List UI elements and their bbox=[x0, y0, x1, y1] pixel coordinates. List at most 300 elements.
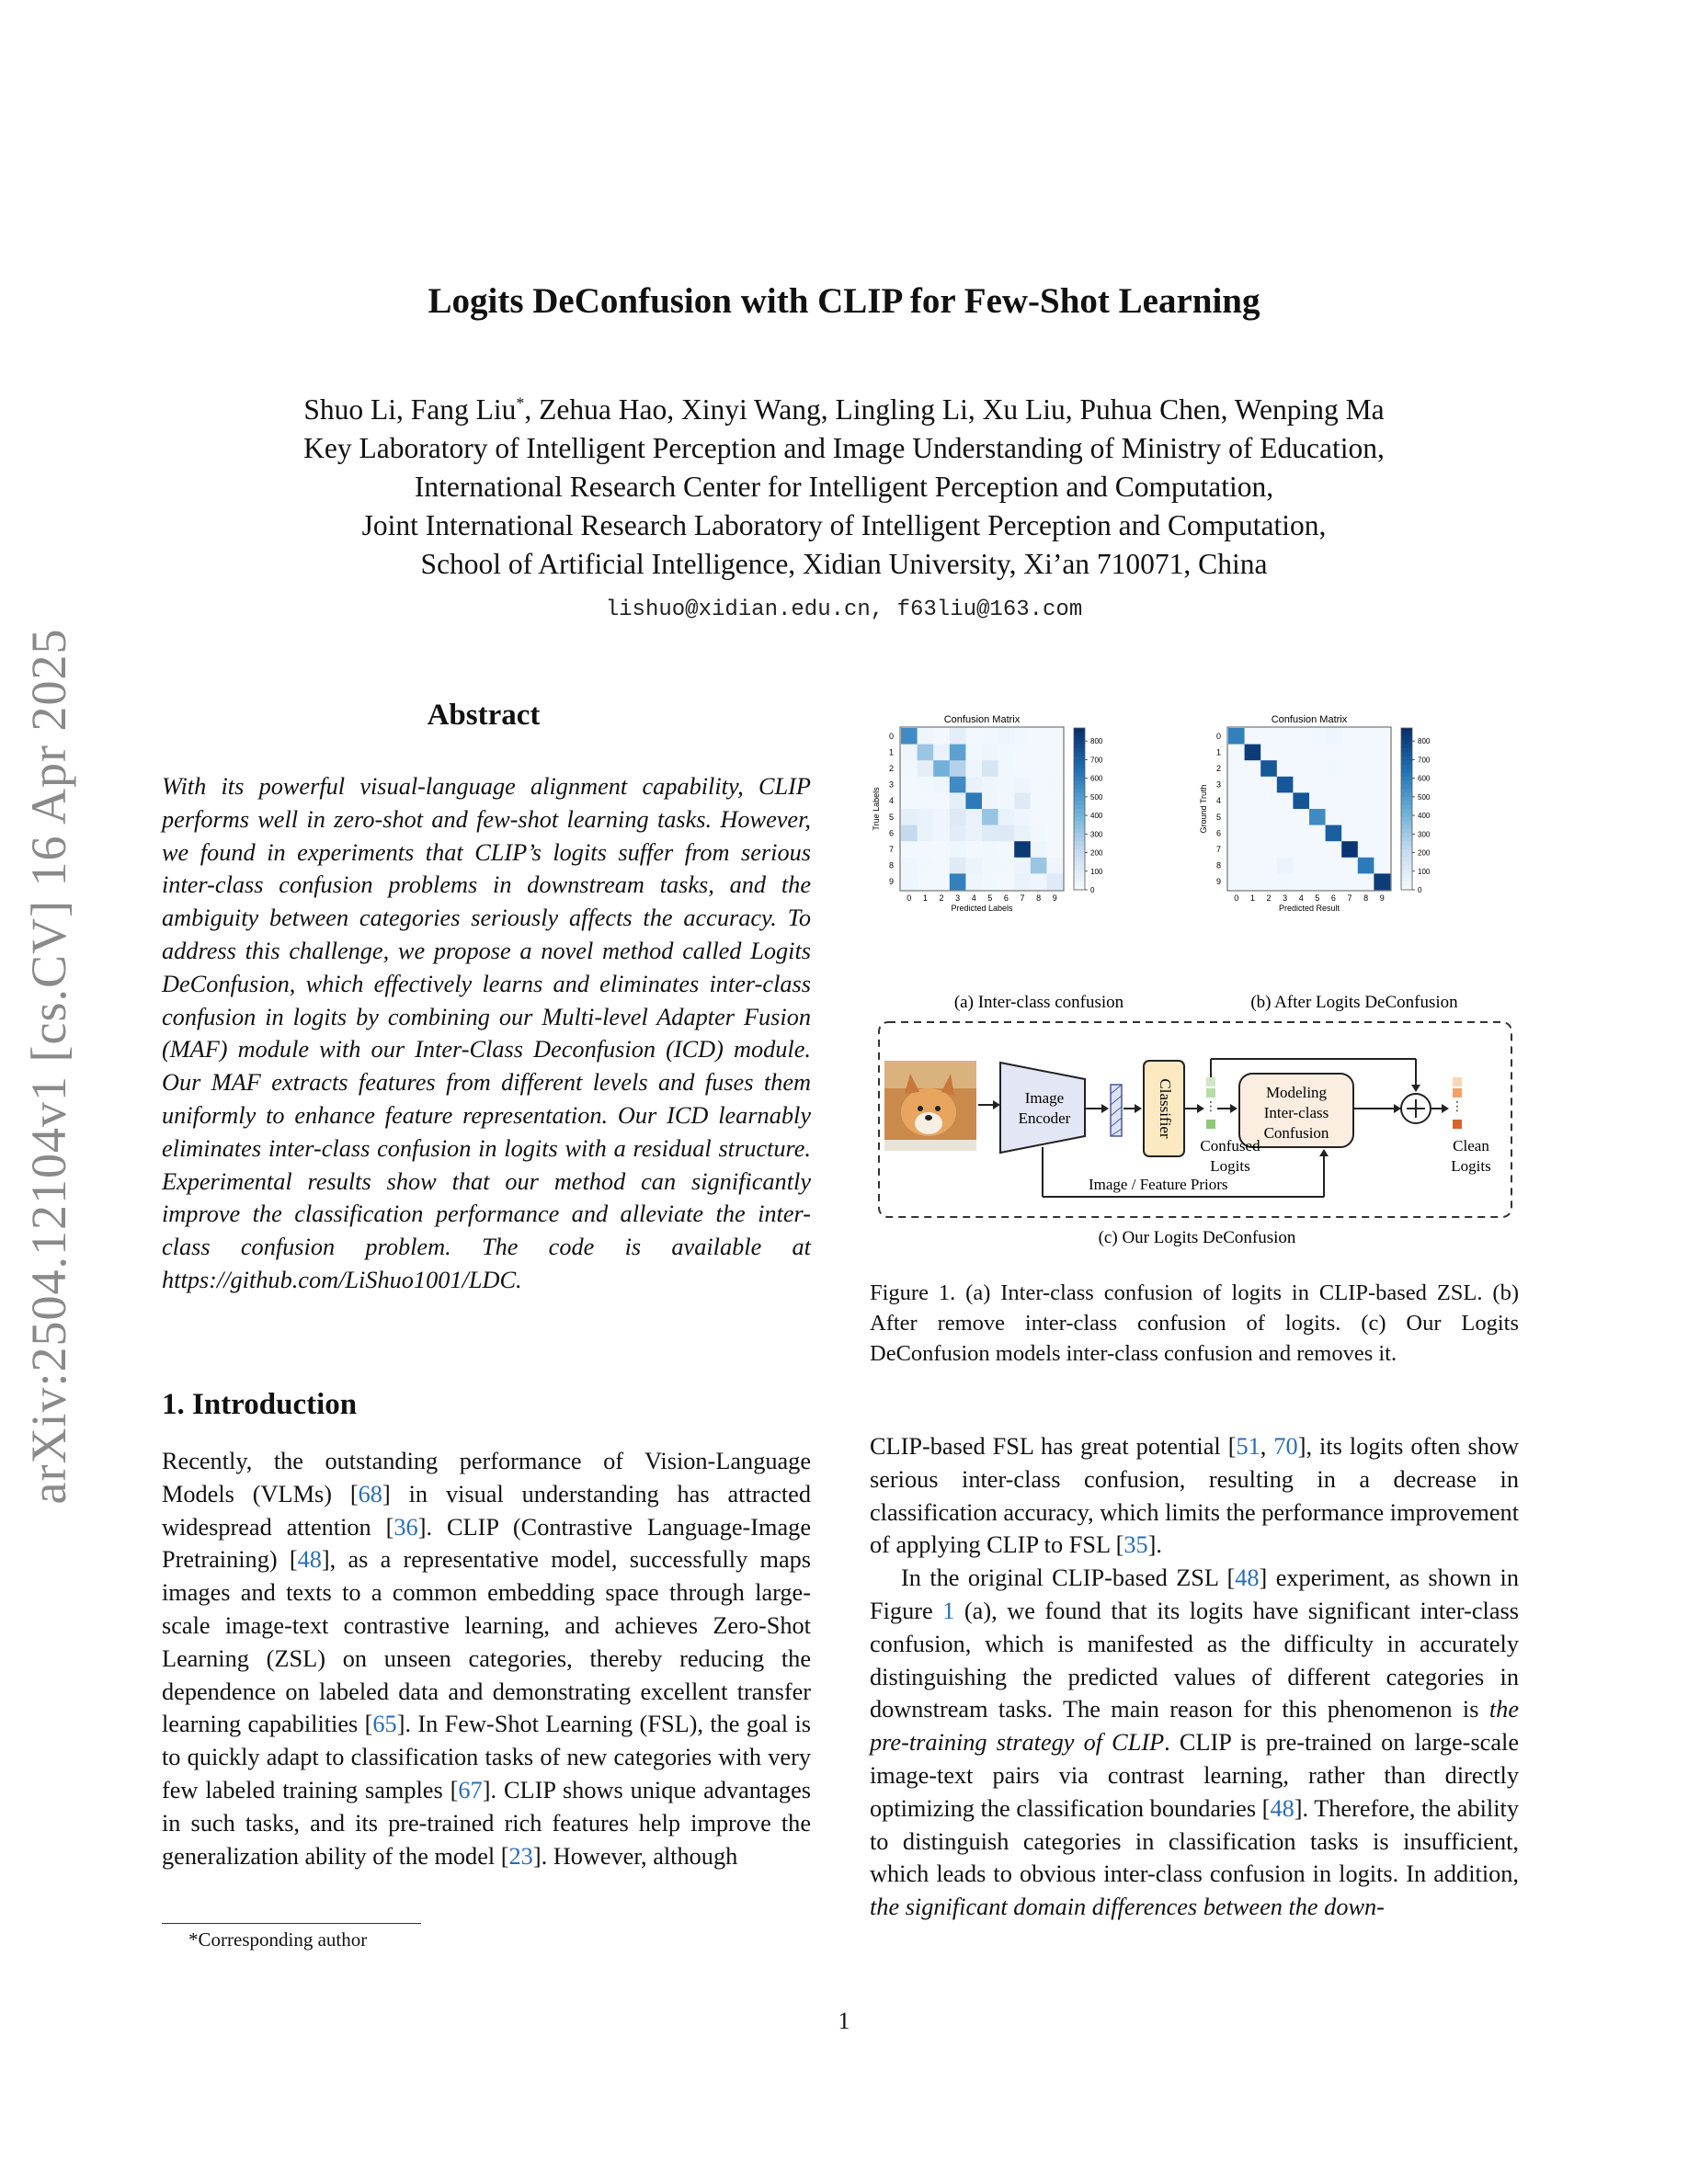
x-tick-label: 4 bbox=[971, 893, 976, 903]
citation-link[interactable]: 67 bbox=[458, 1776, 483, 1803]
colorbar-segment bbox=[1074, 817, 1085, 822]
heatmap-cell bbox=[1277, 809, 1294, 825]
heatmap-cell bbox=[918, 825, 934, 842]
heatmap-cell bbox=[1260, 873, 1277, 890]
input-dog-image bbox=[884, 1061, 976, 1151]
citation-link[interactable]: 65 bbox=[372, 1711, 397, 1738]
colorbar-segment bbox=[1401, 740, 1412, 745]
y-tick-label: 7 bbox=[1215, 845, 1221, 854]
colorbar-tick-label: 500 bbox=[1418, 792, 1431, 802]
y-tick-label: 3 bbox=[888, 779, 894, 790]
heatmap-cell bbox=[1245, 809, 1261, 825]
heatmap-cell bbox=[1293, 777, 1309, 793]
colorbar-tick-label: 300 bbox=[1418, 830, 1431, 839]
y-tick-label: 2 bbox=[888, 764, 894, 773]
heatmap-cell bbox=[1293, 825, 1309, 842]
heatmap-cell bbox=[1228, 792, 1245, 809]
colorbar-segment bbox=[1401, 853, 1412, 858]
colorbar-segment bbox=[1401, 841, 1412, 846]
colorbar-segment bbox=[1401, 780, 1412, 785]
colorbar-tick-label: 0 bbox=[1418, 886, 1422, 894]
heatmap-cell bbox=[1228, 777, 1245, 793]
heatmap-cell bbox=[1046, 873, 1063, 890]
colorbar-segment bbox=[1401, 882, 1412, 886]
heatmap-cell bbox=[1277, 728, 1294, 745]
heatmap-cell bbox=[1031, 809, 1047, 825]
heatmap-cell bbox=[901, 825, 918, 842]
author-email: lishuo@xidian.edu.cn, f63liu@163.com bbox=[605, 597, 1083, 622]
heatmap-cell bbox=[1374, 792, 1390, 809]
x-tick-label: 5 bbox=[1315, 893, 1320, 903]
colorbar-segment bbox=[1401, 785, 1412, 790]
abstract-text: With its powerful visual-language alignment capability, CLIP performs well in zero-shot and few-shot learning tasks. However, we found in experiments that CLIP’s logits suffer from serious inter-class confusion problems in downstream tasks, and the ambiguity between categories seriously affects the accuracy. To address this challenge, we propose a novel method called Logits DeConfusion, which effectively learns and eliminates inter-class confusion in logits by combining our Multi-level Adapter Fusion (MAF) module with our Inter-Class Deconfusion (ICD) module. Our MAF extracts features from different levels and fuses them uniformly to enhance feature representation. Our ICD learnably eliminates inter-class confusion in logits with a residual structure. Experimental results show that our method can significantly improve the classification performance and alleviate the inter-class confusion problem. The code is available at https://github.com/LiShuo1001/LDC. bbox=[162, 773, 811, 1293]
colorbar-segment bbox=[1401, 732, 1412, 736]
colorbar-segment bbox=[1401, 801, 1412, 805]
heatmap-cell bbox=[965, 760, 982, 777]
heatmap-cell bbox=[1014, 792, 1031, 809]
heatmap-cell bbox=[1309, 873, 1326, 890]
modeling-label: Inter-class bbox=[1263, 1104, 1329, 1121]
heatmap-cell bbox=[1326, 745, 1342, 761]
heatmap-cell bbox=[1260, 841, 1277, 858]
heatmap-cell bbox=[1228, 745, 1245, 761]
y-tick-label: 9 bbox=[888, 877, 894, 887]
heatmap-cell bbox=[1245, 792, 1261, 809]
heatmap-cell bbox=[1309, 825, 1326, 842]
colorbar-segment bbox=[1401, 861, 1412, 866]
affiliation-line: International Research Center for Intelligent Perception and Computation, bbox=[414, 471, 1274, 503]
heatmap-cell bbox=[1277, 792, 1294, 809]
heatmap-cell bbox=[918, 745, 934, 761]
heatmap-cell bbox=[1326, 809, 1342, 825]
heatmap-cell bbox=[1031, 777, 1047, 793]
heatmap-cell bbox=[1260, 745, 1277, 761]
confused-logits-label: Confused bbox=[1200, 1137, 1260, 1155]
heatmap-cell bbox=[1309, 841, 1326, 858]
x-tick-label: 6 bbox=[1003, 893, 1009, 903]
colorbar-segment bbox=[1401, 837, 1412, 842]
image-encoder-label: Image bbox=[1024, 1089, 1065, 1107]
x-tick-label: 5 bbox=[987, 893, 993, 903]
heatmap-cell bbox=[998, 825, 1015, 842]
heatmap-cell bbox=[1031, 841, 1047, 858]
modeling-label: Modeling bbox=[1265, 1084, 1328, 1101]
colorbar-segment bbox=[1401, 805, 1412, 810]
colorbar-segment bbox=[1074, 861, 1085, 866]
colorbar-tick-label: 100 bbox=[1090, 867, 1103, 876]
heatmap-cell bbox=[918, 760, 934, 777]
right-column-text bbox=[870, 1430, 1519, 1924]
heatmap-cell bbox=[1374, 777, 1390, 793]
citation-link[interactable]: 70 bbox=[1273, 1433, 1298, 1460]
heatmap-cell bbox=[1046, 809, 1063, 825]
colorbar-segment bbox=[1074, 837, 1085, 842]
citation-link[interactable]: 68 bbox=[358, 1480, 382, 1507]
heatmap-cell bbox=[1228, 809, 1245, 825]
confused-logits-vector bbox=[1204, 1077, 1217, 1129]
heatmap-cell bbox=[998, 745, 1015, 761]
colorbar-segment bbox=[1401, 777, 1412, 781]
y-tick-label: 5 bbox=[888, 812, 894, 822]
heatmap-cell bbox=[933, 728, 950, 745]
heatmap-cell bbox=[998, 873, 1015, 890]
y-tick-label: 8 bbox=[1215, 860, 1221, 870]
colorbar-segment bbox=[1401, 873, 1412, 878]
citation-link[interactable]: 48 bbox=[1270, 1794, 1295, 1822]
heatmap-cell bbox=[1341, 873, 1358, 890]
figure-1 bbox=[864, 708, 1526, 1259]
colorbar-segment bbox=[1401, 765, 1412, 769]
image-encoder-label: Encoder bbox=[1018, 1109, 1071, 1127]
colorbar-segment bbox=[1401, 817, 1412, 822]
colorbar-segment bbox=[1074, 768, 1085, 773]
svg-text:⋮: ⋮ bbox=[1451, 1098, 1464, 1113]
svg-text:⋮: ⋮ bbox=[1204, 1098, 1217, 1113]
colorbar-segment bbox=[1401, 768, 1412, 773]
heatmap-cell bbox=[1046, 841, 1063, 858]
heatmap-cell bbox=[982, 728, 998, 745]
x-tick-label: 0 bbox=[1234, 893, 1239, 903]
colorbar-segment bbox=[1074, 789, 1085, 793]
colorbar-segment bbox=[1074, 878, 1085, 882]
heatmap-cell bbox=[1014, 858, 1031, 874]
heatmap-cell bbox=[1293, 858, 1309, 874]
clean-logits-label: Logits bbox=[1451, 1157, 1491, 1175]
figure-caption: Figure 1. (a) Inter-class confusion of logits in CLIP-based ZSL. (b) After remove inter-class confusion of logits. (c) Our Logits DeConfusion models inter-class confusion and removes it. bbox=[870, 1280, 1519, 1366]
heatmap-cell bbox=[1309, 777, 1326, 793]
heatmap-cell bbox=[1014, 760, 1031, 777]
heatmap-cell bbox=[1341, 841, 1358, 858]
heatmap-cell bbox=[965, 745, 982, 761]
heatmap-cell bbox=[1014, 825, 1031, 842]
colorbar-segment bbox=[1074, 882, 1085, 886]
heatmap-cell bbox=[998, 858, 1015, 874]
heatmap-cell bbox=[982, 745, 998, 761]
section-heading-introduction: 1. Introduction bbox=[162, 1388, 358, 1421]
citation-link[interactable]: 48 bbox=[297, 1546, 322, 1574]
arxiv-stamp: arXiv:2504.12104v1 [cs.CV] 16 Apr 2025 bbox=[21, 628, 76, 1505]
heatmap-cell bbox=[982, 809, 998, 825]
x-tick-label: 0 bbox=[907, 893, 912, 903]
heatmap-cell bbox=[933, 841, 950, 858]
heatmap-cell bbox=[1031, 873, 1047, 890]
x-tick-label: 2 bbox=[939, 893, 944, 903]
heatmap-cell bbox=[1277, 777, 1294, 793]
x-tick-label: 1 bbox=[1249, 893, 1255, 903]
colorbar-segment bbox=[1074, 772, 1085, 777]
colorbar-segment bbox=[1074, 805, 1085, 810]
colorbar-tick-label: 300 bbox=[1090, 830, 1103, 839]
image-encoder-block bbox=[1000, 1063, 1085, 1153]
x-axis-label: Predicted Result bbox=[1278, 904, 1340, 913]
figure-1-graphic bbox=[864, 708, 1526, 1259]
colorbar-segment bbox=[1074, 846, 1085, 850]
colorbar-tick-label: 800 bbox=[1418, 737, 1431, 746]
heatmap-cell bbox=[1293, 760, 1309, 777]
heatmap-cell bbox=[901, 777, 918, 793]
heatmap-cell bbox=[1341, 777, 1358, 793]
heatmap-cell bbox=[1374, 873, 1390, 890]
heatmap-cell bbox=[918, 777, 934, 793]
heatmap-cell bbox=[901, 745, 918, 761]
paragraph: CLIP-based FSL has great potential [51, 70], its logits often show serious inter-class confusion, resulting in a decrease in classification accuracy, which limits the performance improvement of applying CLIP to FSL [35]. bbox=[870, 1433, 1519, 1559]
x-tick-label: 2 bbox=[1266, 893, 1272, 903]
heatmap-cell bbox=[1374, 728, 1390, 745]
heatmap-cell bbox=[998, 777, 1015, 793]
heatmap-cell bbox=[1358, 777, 1374, 793]
heatmap-cell bbox=[1326, 728, 1342, 745]
heatmap-cell bbox=[950, 841, 966, 858]
y-tick-label: 6 bbox=[1215, 828, 1221, 838]
footnote-corresponding-author: *Corresponding author bbox=[188, 1928, 368, 1951]
citation-link[interactable]: 36 bbox=[393, 1513, 418, 1541]
heatmap-cell bbox=[1046, 777, 1063, 793]
corresponding-mark: * bbox=[516, 393, 525, 413]
heatmap-cell bbox=[965, 809, 982, 825]
colorbar-segment bbox=[1401, 772, 1412, 777]
heatmap-cell bbox=[933, 873, 950, 890]
heatmap-cell bbox=[950, 792, 966, 809]
heatmap-cell bbox=[933, 809, 950, 825]
colorbar-segment bbox=[1401, 833, 1412, 837]
heatmap-cell bbox=[1293, 728, 1309, 745]
colorbar-segment bbox=[1401, 813, 1412, 817]
colorbar-segment bbox=[1074, 809, 1085, 813]
figure-ref-link[interactable]: 1 bbox=[942, 1597, 955, 1624]
heatmap-cell bbox=[1014, 809, 1031, 825]
heatmap-cell bbox=[1293, 873, 1309, 890]
heatmap-cell bbox=[1358, 809, 1374, 825]
citation-link[interactable]: 51 bbox=[1236, 1433, 1260, 1460]
heatmap-cell bbox=[982, 858, 998, 874]
confused-logits-label: Logits bbox=[1210, 1157, 1250, 1175]
heatmap-cell bbox=[1046, 760, 1063, 777]
heatmap-cell bbox=[918, 873, 934, 890]
colorbar-segment bbox=[1401, 792, 1412, 797]
heatmap-cell bbox=[1277, 825, 1294, 842]
subcaption-c: (c) Our Logits DeConfusion bbox=[1098, 1228, 1296, 1247]
heatmap-cell bbox=[1341, 745, 1358, 761]
colorbar-segment bbox=[1401, 760, 1412, 765]
heatmap-cell bbox=[1358, 873, 1374, 890]
heatmap-cell bbox=[1228, 760, 1245, 777]
y-tick-label: 2 bbox=[1215, 764, 1221, 773]
colorbar-segment bbox=[1074, 866, 1085, 870]
colorbar-segment bbox=[1074, 780, 1085, 785]
x-tick-label: 8 bbox=[1363, 893, 1369, 903]
heatmap-cell bbox=[1260, 777, 1277, 793]
y-axis-label: Ground Truth bbox=[1199, 784, 1208, 834]
heatmap-cell bbox=[1326, 825, 1342, 842]
pipeline-diagram bbox=[879, 1022, 1511, 1217]
colorbar-segment bbox=[1401, 821, 1412, 825]
heatmap-cell bbox=[965, 873, 982, 890]
heatmap-cell bbox=[1341, 728, 1358, 745]
colorbar-segment bbox=[1401, 728, 1412, 733]
x-tick-label: 7 bbox=[1347, 893, 1352, 903]
colorbar-tick-label: 400 bbox=[1418, 812, 1431, 821]
heatmap-cell bbox=[1309, 792, 1326, 809]
heatmap-cell bbox=[1358, 760, 1374, 777]
heatmap-cell bbox=[950, 745, 966, 761]
colorbar-tick-label: 700 bbox=[1090, 756, 1103, 765]
colorbar-segment bbox=[1074, 765, 1085, 769]
colorbar-segment bbox=[1401, 752, 1412, 756]
heatmap-cell bbox=[1326, 841, 1342, 858]
heatmap-cell bbox=[1014, 873, 1031, 890]
heatmap-cell bbox=[1245, 760, 1261, 777]
intro-paragraph: Recently, the outstanding performance of Vision-Language Models (VLMs) [68] in visual understanding has attracted widespread attention [36]. CLIP (Contrastive Language-Image Pretraining) [48], as a representative model, successfully maps images and texts to a common embedding space through large-scale image-text contrastive learning, and achieves Zero-Shot Learning (ZSL) on unseen categories, thereby reducing the dependence on labeled data and demonstrating excellent transfer learning capabilities [65]. In Few-Shot Learning (FSL), the goal is to quickly adapt to classification tasks of new categories with very few labeled training samples [67]. CLIP shows unique advantages in such tasks, and its pre-trained rich features help improve the generalization ability of the model [23]. However, although bbox=[162, 1448, 812, 1870]
affiliation-line: Joint International Research Laboratory of Intelligent Perception and Computation, bbox=[361, 509, 1327, 541]
x-tick-label: 6 bbox=[1330, 893, 1336, 903]
colorbar-segment bbox=[1074, 833, 1085, 837]
colorbar-segment bbox=[1074, 748, 1085, 753]
colorbar-segment bbox=[1074, 728, 1085, 733]
heatmap-cell bbox=[901, 841, 918, 858]
paragraph: In the original CLIP-based ZSL [48] experiment, as shown in Figure 1 (a), we found that its logits have significant inter-class confusion, which is manifested as the difficulty in accurately distinguishing the predicted values of different categories in downstream tasks. The main reason for this phenomenon is the pre-training strategy of CLIP. CLIP is pre-trained on large-scale image-text pairs via contrast learning, rather than directly optimizing the classification boundaries [48]. Therefore, the ability to distinguish categories in classification tasks is insufficient, which leads to obvious inter-class confusion in logits. In addition, the significant domain differences between the down- bbox=[870, 1564, 1520, 1921]
x-tick-label: 7 bbox=[1020, 893, 1025, 903]
colorbar-tick-label: 100 bbox=[1418, 867, 1431, 876]
colorbar-segment bbox=[1401, 756, 1412, 761]
colorbar-tick-label: 800 bbox=[1090, 737, 1103, 746]
heatmap-cell bbox=[1245, 745, 1261, 761]
heatmap-cell bbox=[950, 825, 966, 842]
heatmap-cell bbox=[998, 809, 1015, 825]
clean-logits-vector bbox=[1451, 1077, 1464, 1129]
heatmap-cell bbox=[1374, 745, 1390, 761]
confusion-matrix-b bbox=[1199, 714, 1431, 913]
colorbar-segment bbox=[1401, 809, 1412, 813]
citation-link[interactable]: 48 bbox=[1235, 1564, 1260, 1592]
heatmap-cell bbox=[1358, 858, 1374, 874]
colorbar-segment bbox=[1074, 853, 1085, 858]
colorbar-segment bbox=[1401, 825, 1412, 830]
heatmap-cell bbox=[1031, 825, 1047, 842]
colorbar-tick-label: 600 bbox=[1090, 774, 1103, 783]
colorbar-segment bbox=[1074, 760, 1085, 765]
colorbar-segment bbox=[1401, 849, 1412, 854]
heatmap-cell bbox=[1293, 792, 1309, 809]
colorbar-tick-label: 200 bbox=[1418, 848, 1431, 858]
heatmap-cell bbox=[965, 777, 982, 793]
heatmap-cell bbox=[1014, 841, 1031, 858]
colorbar-tick-label: 200 bbox=[1090, 848, 1103, 858]
heatmap-cell bbox=[1277, 745, 1294, 761]
colorbar-segment bbox=[1074, 792, 1085, 797]
heatmap-cell bbox=[965, 728, 982, 745]
heatmap-cell bbox=[933, 745, 950, 761]
colorbar-segment bbox=[1074, 870, 1085, 874]
heatmap-cell bbox=[918, 858, 934, 874]
x-tick-label: 8 bbox=[1036, 893, 1042, 903]
y-tick-label: 1 bbox=[888, 747, 894, 757]
heatmap-cell bbox=[901, 858, 918, 874]
heatmap-cell bbox=[1228, 841, 1245, 858]
y-tick-label: 0 bbox=[1215, 731, 1221, 741]
modeling-label: Confusion bbox=[1263, 1124, 1329, 1142]
heatmap-cell bbox=[950, 760, 966, 777]
heatmap-cell bbox=[1358, 728, 1374, 745]
affiliation-line: Key Laboratory of Intelligent Perception and Image Understanding of Ministry of Education, bbox=[303, 432, 1385, 464]
colorbar-segment bbox=[1074, 849, 1085, 854]
colorbar-tick-label: 600 bbox=[1418, 774, 1431, 783]
heatmap-cell bbox=[1326, 777, 1342, 793]
page-number: 1 bbox=[838, 2008, 850, 2034]
heatmap-cell bbox=[1374, 825, 1390, 842]
heatmap-cell bbox=[1014, 745, 1031, 761]
heatmap-cell bbox=[901, 873, 918, 890]
heatmap-cell bbox=[1245, 841, 1261, 858]
heatmap-cell bbox=[933, 777, 950, 793]
heatmap-cell bbox=[1245, 728, 1261, 745]
heatmap-cell bbox=[1260, 858, 1277, 874]
heatmap-cell bbox=[1326, 873, 1342, 890]
paper-title: Logits DeConfusion with CLIP for Few-Shot Learning bbox=[428, 281, 1260, 321]
x-tick-label: 9 bbox=[1052, 893, 1057, 903]
heatmap-cell bbox=[1341, 792, 1358, 809]
heatmap-cell bbox=[1031, 760, 1047, 777]
heatmap-cell bbox=[1326, 858, 1342, 874]
heatmap-cell bbox=[1358, 825, 1374, 842]
citation-link[interactable]: 23 bbox=[508, 1842, 533, 1870]
heatmap-cell bbox=[918, 841, 934, 858]
heatmap-cell bbox=[1309, 760, 1326, 777]
priors-label: Image / Feature Priors bbox=[1089, 1176, 1228, 1193]
heatmap-cell bbox=[1228, 858, 1245, 874]
heatmap-cell bbox=[1309, 728, 1326, 745]
heatmap-cell bbox=[1014, 777, 1031, 793]
heatmap-cell bbox=[982, 825, 998, 842]
heatmap-cell bbox=[1374, 841, 1390, 858]
heatmap-cell bbox=[998, 841, 1015, 858]
colorbar-segment bbox=[1401, 736, 1412, 741]
colorbar-segment bbox=[1401, 748, 1412, 753]
subcaption-b: (b) After Logits DeConfusion bbox=[1250, 993, 1458, 1012]
heatmap-cell bbox=[918, 728, 934, 745]
heatmap-cell bbox=[1358, 745, 1374, 761]
colorbar-tick-label: 0 bbox=[1090, 886, 1095, 894]
colorbar-segment bbox=[1074, 756, 1085, 761]
heatmap-cell bbox=[1046, 825, 1063, 842]
y-tick-label: 3 bbox=[1215, 779, 1221, 790]
heatmap-cell bbox=[982, 841, 998, 858]
colorbar-segment bbox=[1401, 870, 1412, 874]
subcaption-a: (a) Inter-class confusion bbox=[953, 993, 1124, 1012]
x-tick-label: 3 bbox=[1283, 893, 1288, 903]
colorbar-segment bbox=[1401, 878, 1412, 882]
heatmap-cell bbox=[1358, 792, 1374, 809]
colorbar-segment bbox=[1401, 789, 1412, 793]
heatmap-cell bbox=[965, 792, 982, 809]
heatmap-cell bbox=[1293, 841, 1309, 858]
y-tick-label: 4 bbox=[888, 796, 894, 806]
heatmap-cell bbox=[1309, 858, 1326, 874]
x-tick-label: 9 bbox=[1379, 893, 1385, 903]
heatmap-cell bbox=[901, 809, 918, 825]
heatmap-cell bbox=[982, 777, 998, 793]
heatmap-cell bbox=[950, 809, 966, 825]
colorbar-segment bbox=[1074, 825, 1085, 830]
heatmap-cell bbox=[950, 873, 966, 890]
colorbar-segment bbox=[1401, 866, 1412, 870]
colorbar-segment bbox=[1074, 740, 1085, 745]
heatmap-cell bbox=[998, 728, 1015, 745]
chart-title: Confusion Matrix bbox=[943, 714, 1021, 725]
heatmap-cell bbox=[1277, 760, 1294, 777]
heatmap-cell bbox=[1277, 873, 1294, 890]
citation-link[interactable]: 35 bbox=[1123, 1531, 1148, 1559]
colorbar-segment bbox=[1074, 813, 1085, 817]
